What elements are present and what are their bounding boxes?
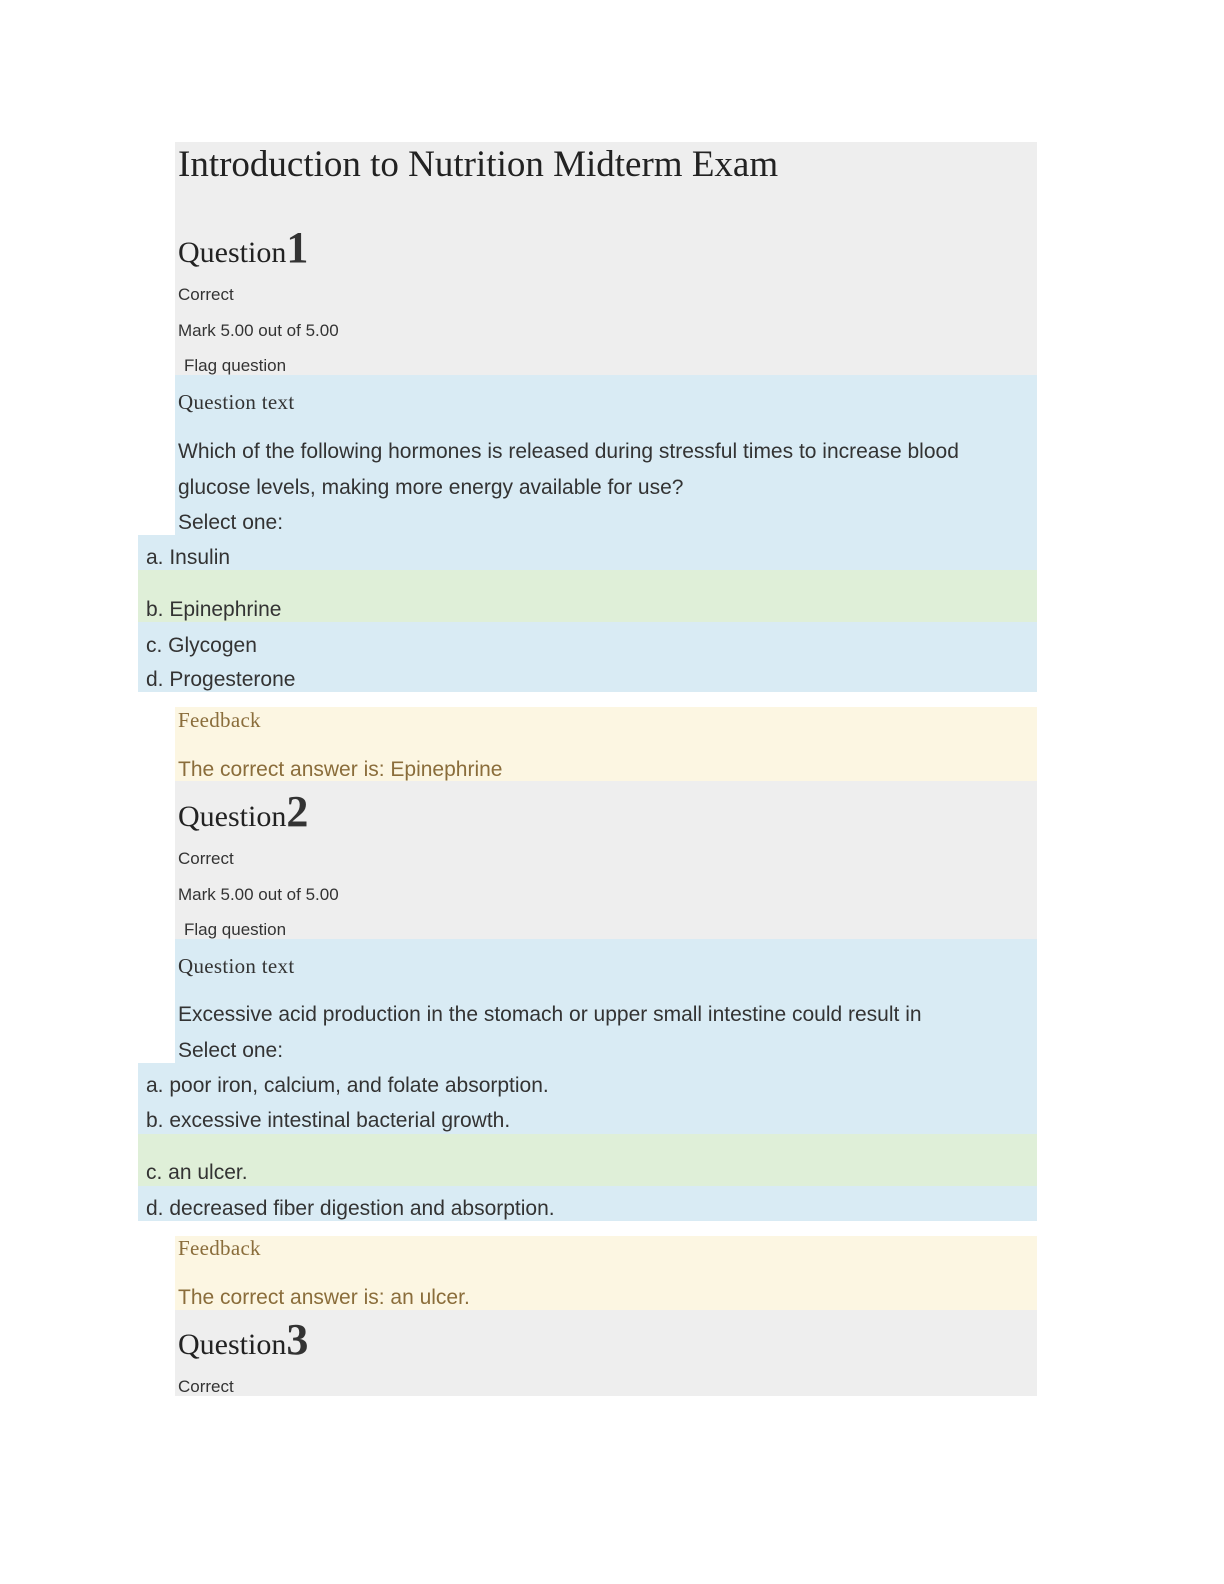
q1-feedback-label: Feedback [178, 708, 261, 732]
q2-heading-label: Question [178, 800, 287, 833]
q2-heading [178, 786, 308, 837]
q1-flag-question-link[interactable]: Flag question [184, 356, 287, 375]
q1-option-b[interactable]: b. Epinephrine [146, 598, 282, 621]
q1-option-d[interactable]: d. Progesterone [146, 668, 296, 691]
q2-state: Correct [178, 849, 234, 868]
q1-question-text-label: Question text [178, 390, 295, 414]
page-title: Introduction to Nutrition Midterm Exam [178, 144, 779, 185]
q1-mark: Mark 5.00 out of 5.00 [178, 321, 339, 340]
q1-state: Correct [178, 285, 234, 304]
q3-heading-label: Question [178, 1328, 287, 1361]
q1-question-text-line2: glucose levels, making more energy available for use? [178, 476, 684, 499]
q2-select-one-prompt: Select one: [178, 1039, 284, 1062]
q2-correct-answer-highlight [138, 1134, 1037, 1186]
q2-number: 2 [286, 787, 309, 836]
q2-question-text-label: Question text [178, 954, 295, 978]
q2-option-a[interactable]: a. poor iron, calcium, and folate absorption. [146, 1074, 549, 1097]
q1-question-text-line1: Which of the following hormones is released during stressful times to increase blood [178, 440, 959, 463]
q2-option-d[interactable]: d. decreased fiber digestion and absorption. [146, 1197, 555, 1220]
q1-heading-label: Question [178, 236, 287, 269]
q3-number: 3 [286, 1315, 309, 1364]
q1-feedback-text: The correct answer is: Epinephrine [178, 758, 503, 781]
q2-mark: Mark 5.00 out of 5.00 [178, 885, 339, 904]
q2-flag-question-link[interactable]: Flag question [184, 920, 287, 939]
q2-question-text-line1: Excessive acid production in the stomach or upper small intestine could result in [178, 1003, 922, 1026]
q2-option-b[interactable]: b. excessive intestinal bacterial growth. [146, 1109, 511, 1132]
q2-feedback-label: Feedback [178, 1236, 261, 1260]
q2-option-c[interactable]: c. an ulcer. [146, 1161, 248, 1184]
q1-option-c[interactable]: c. Glycogen [146, 634, 257, 657]
q3-state: Correct [178, 1377, 234, 1396]
q2-content-block [175, 939, 1037, 1063]
q3-heading [178, 1314, 308, 1365]
q1-option-a[interactable]: a. Insulin [146, 546, 231, 569]
q2-feedback-text: The correct answer is: an ulcer. [178, 1286, 470, 1309]
q1-heading [178, 222, 308, 273]
q1-number: 1 [286, 223, 309, 272]
q1-select-one-prompt: Select one: [178, 511, 284, 534]
